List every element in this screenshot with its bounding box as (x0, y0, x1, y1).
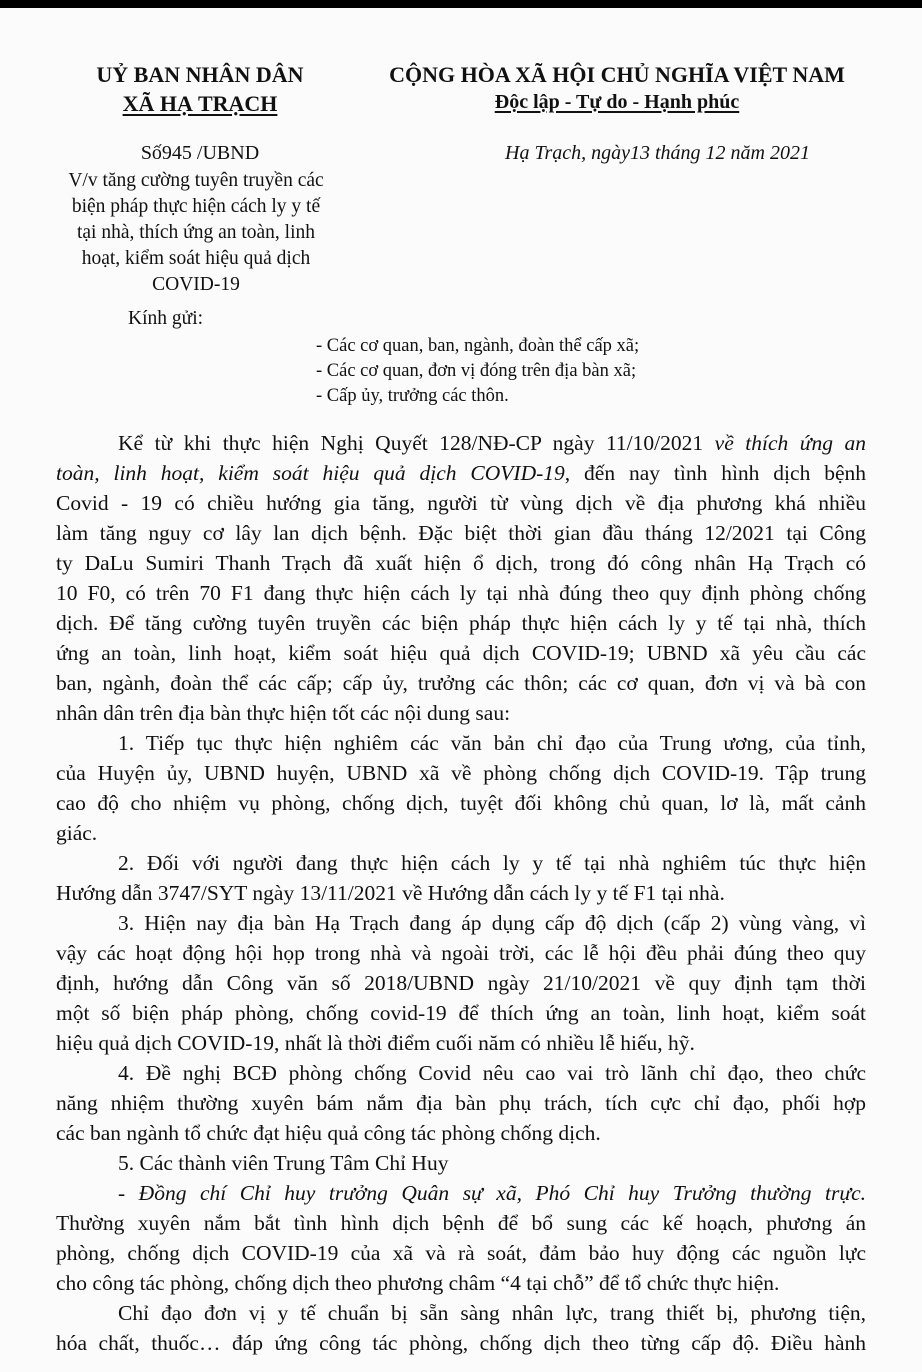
subject-line: V/v tăng cường tuyên truyền các (68, 170, 324, 191)
body-line: một số biện pháp phòng, chống covid-19 để thích ứng an toàn, linh hoạt, kiểm soát (56, 1001, 866, 1025)
body-line: dịch. Để tăng cường tuyên truyền các biện pháp thực hiện cách ly y tế tại nhà, thích (56, 611, 866, 635)
body-line: nhân dân trên địa bàn thực hiện tốt các nội dung sau: (56, 701, 511, 725)
subject-line: hoạt, kiểm soát hiệu quả dịch (81, 248, 311, 269)
body-line: 3. Hiện nay địa bàn Hạ Trạch đang áp dụng cấp độ dịch (cấp 2) vùng vàng, vì (118, 911, 866, 935)
issuer-name: UỶ BAN NHÂN DÂN (96, 62, 304, 87)
body-line: hiệu quả dịch COVID-19, nhất là thời điểm cuối năm có nhiều lễ hiếu, hỹ. (56, 1031, 695, 1055)
body-line: của Huyện ủy, UBND huyện, UBND xã về phòng chống dịch COVID-19. Tập trung (56, 761, 866, 785)
subject-line: COVID-19 (152, 274, 240, 295)
body-line: làm tăng nguy cơ lây lan dịch bệnh. Đặc biệt thời gian đầu tháng 12/2021 tại Công (56, 521, 866, 545)
recipient-item: - Các cơ quan, đơn vị đóng trên địa bàn xã; (316, 361, 637, 381)
subject-line: tại nhà, thích ứng an toàn, linh (76, 222, 316, 243)
body-line: năng nhiệm thường xuyên bám nắm địa bàn phụ trách, tích cực chỉ đạo, phối hợp (56, 1091, 866, 1115)
body-line (118, 428, 866, 458)
body-line: Thường xuyên nắm bắt tình hình dịch bệnh để bổ sung các kế hoạch, phương án (56, 1211, 866, 1235)
body-line: 4. Đề nghị BCĐ phòng chống Covid nêu cao vai trò lãnh chỉ đạo, theo chức (118, 1061, 866, 1085)
body-line: các ban ngành tổ chức đạt hiệu quả công tác phòng chống dịch. (56, 1121, 601, 1145)
national-title: CỘNG HÒA XÃ HỘI CHỦ NGHĨA VIỆT NAM (389, 62, 845, 87)
body-line: 10 F0, có trên 70 F1 đang thực hiện cách ly tại nhà đúng theo quy định phòng chống (56, 581, 866, 605)
body-text: , đến nay tình hình dịch bệnh (564, 461, 866, 485)
issuer-commune-text: XÃ HẠ TRẠCH (122, 91, 278, 116)
national-motto (372, 91, 862, 114)
body-line: 5. Các thành viên Trung Tâm Chỉ Huy (118, 1151, 449, 1175)
body-line: - Đồng chí Chỉ huy trưởng Quân sự xã, Phó Chỉ huy Trưởng thường trực. (118, 1181, 866, 1205)
issuer-commune (40, 91, 360, 117)
body-text-italic: toàn, linh hoạt, kiểm soát hiệu quả dịch COVID-19 (56, 461, 565, 485)
recipient-item: - Các cơ quan, ban, ngành, đoàn thể cấp xã; (316, 336, 640, 356)
body-line: cao độ cho nhiệm vụ phòng, chống dịch, tuyệt đối không chủ quan, lơ là, mất cảnh (56, 791, 866, 815)
document-page (0, 8, 922, 1372)
subject-line: biện pháp thực hiện cách ly y tế (71, 196, 321, 217)
body-text-italic: về thích ứng an (714, 431, 866, 455)
recipient-list (316, 334, 639, 409)
body-line: ban, ngành, đoàn thể các cấp; cấp ủy, trưởng các thôn; các cơ quan, đơn vị và bà con (56, 671, 866, 695)
body-line: định, hướng dẫn Công văn số 2018/UBND ngày 21/10/2021 về quy định tạm thời (56, 971, 866, 995)
body-line: Covid - 19 có chiều hướng gia tăng, người từ vùng dịch về địa phương khá nhiều (56, 491, 866, 515)
document-number: Số945 /UBND (140, 142, 260, 164)
body-text: Kể từ khi thực hiện Nghị Quyết 128/NĐ-CP ngày 11/10/2021 (118, 431, 715, 455)
body-line: Hướng dẫn 3747/SYT ngày 13/11/2021 về Hướng dẫn cách ly y tế F1 tại nhà. (56, 881, 725, 905)
body-line: cho công tác phòng, chống dịch theo phương châm “4 tại chỗ” để tổ chức thực hiện. (56, 1271, 780, 1295)
greeting: Kính gửi: (128, 308, 204, 329)
body-line: 1. Tiếp tục thực hiện nghiêm các văn bản chỉ đạo của Trung ương, của tỉnh, (118, 731, 866, 755)
body-line: ứng an toàn, linh hoạt, kiểm soát hiệu quả dịch COVID-19; UBND xã yêu cầu các (56, 641, 866, 665)
body-line (56, 458, 866, 488)
body-line: giác. (56, 821, 98, 845)
body-line: phòng, chống dịch COVID-19 của xã và rà soát, đảm bảo huy động các nguồn lực (56, 1241, 866, 1265)
body-line: ty DaLu Sumiri Thanh Trạch đã xuất hiện ổ dịch, trong đó công nhân Hạ Trạch có (56, 551, 866, 575)
body-line: 2. Đối với người đang thực hiện cách ly y tế tại nhà nghiêm túc thực hiện (118, 851, 866, 875)
document-subject (26, 168, 366, 298)
body-line: hóa chất, thuốc… đáp ứng công tác phòng, chống dịch theo từng cấp độ. Điều hành (56, 1331, 866, 1355)
recipient-item: - Cấp ủy, trưởng các thôn. (316, 386, 509, 406)
body-line: Chỉ đạo đơn vị y tế chuẩn bị sẵn sàng nhân lực, trang thiết bị, phương tiện, (118, 1301, 866, 1325)
document-date: Hạ Trạch, ngày13 tháng 12 năm 2021 (505, 142, 810, 164)
national-motto-text: Độc lập - Tự do - Hạnh phúc (494, 91, 740, 113)
body-line: vậy các hoạt động hội họp trong nhà và ngoài trời, các lễ hội đều phải đúng theo quy (56, 941, 866, 965)
